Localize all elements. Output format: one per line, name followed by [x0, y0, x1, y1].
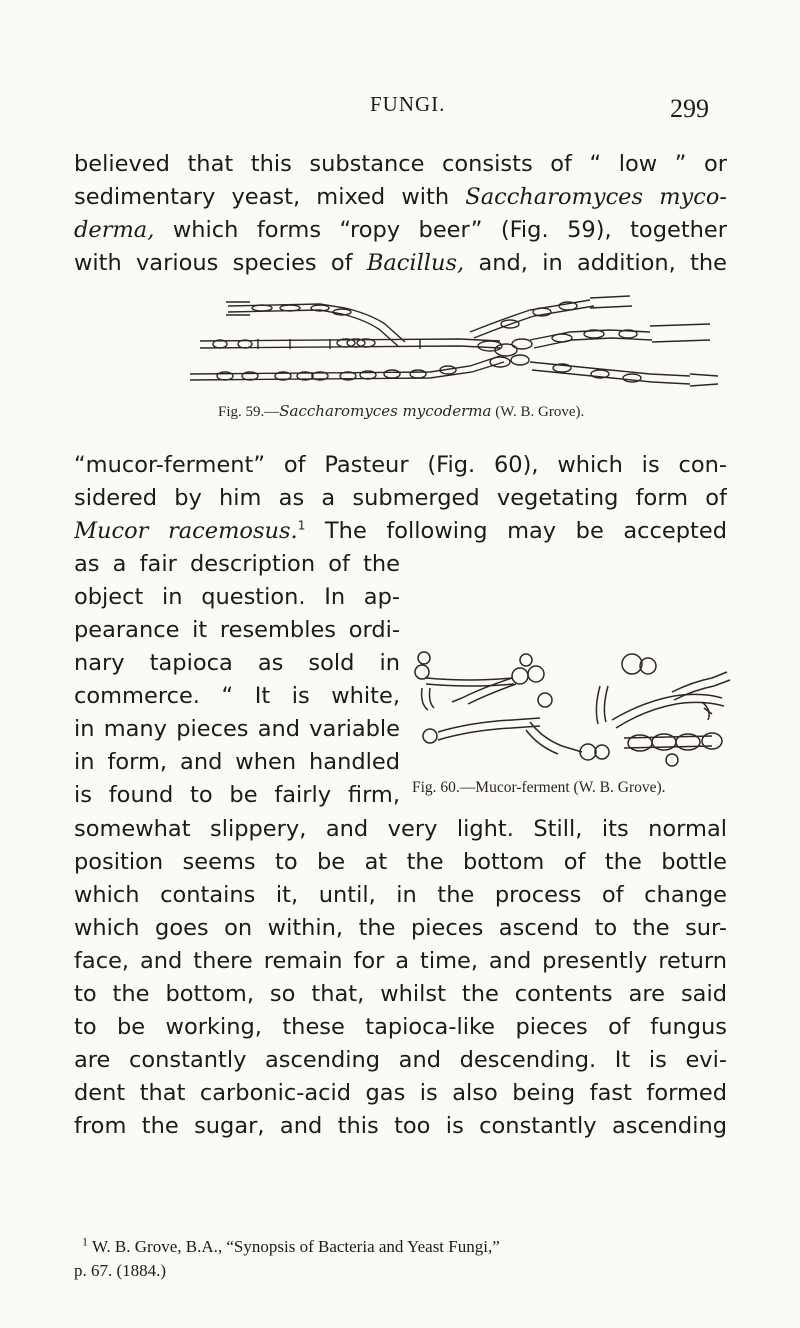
text-line: with various species of Bacillus, and, in addition, the [74, 250, 727, 276]
text-line: sedimentary yeast, mixed with Saccharomyces myco- [74, 184, 727, 210]
text-line: to be working, these tapioca-like pieces of fungus [74, 1014, 727, 1040]
page-number: 299 [670, 94, 709, 123]
text-line: position seems to be at the bottom of the bottle [74, 849, 727, 875]
footnote-line: $^1$ W. B. Grove, B.A., “Synopsis of Bacteria and Yeast Fungi,” [82, 1234, 500, 1256]
text-line: Mucor racemosus.$^1$ The following may be accepted [74, 518, 727, 544]
text-line: as a fair description of the [74, 551, 400, 577]
text-line: “mucor-ferment” of Pasteur (Fig. 60), which is con- [74, 452, 727, 478]
text-line: pearance it resembles ordi- [74, 617, 400, 643]
text-line: is found to be fairly firm, [74, 782, 400, 808]
text-line: which goes on within, the pieces ascend to the sur- [74, 915, 727, 941]
footnote-line: p. 67. (1884.) [74, 1261, 167, 1280]
figure-59-illustration [170, 284, 738, 404]
text-line: in many pieces and variable [74, 716, 400, 742]
text-line: in form, and when handled [74, 749, 400, 775]
text-line: dent that carbonic-acid gas is also being fast formed [74, 1080, 727, 1106]
page-header [0, 92, 800, 122]
text-line: nary tapioca as sold in [74, 650, 400, 676]
figure-60-illustration [412, 648, 742, 772]
text-line: to the bottom, so that, whilst the contents are said [74, 981, 727, 1007]
text-line: derma, which forms “ropy beer” (Fig. 59), together [74, 217, 727, 243]
text-line: object in question. In ap- [74, 584, 400, 610]
text-line: are constantly ascending and descending. It is evi- [74, 1047, 727, 1073]
footnote-marker: 1 [82, 1234, 88, 1249]
text-line: which contains it, until, in the process of change [74, 882, 727, 908]
text-line: somewhat slippery, and very light. Still, its normal [74, 816, 727, 842]
figure-60-caption: Fig. 60.—Mucor-ferment (W. B. Grove). [412, 779, 666, 796]
text-line: sidered by him as a submerged vegetating form of [74, 485, 727, 511]
text-line: from the sugar, and this too is constantly ascending [74, 1113, 727, 1139]
text-line: commerce. “ It is white, [74, 683, 400, 709]
figure-59-caption: Fig. 59.—Saccharomyces mycoderma (W. B. Grove). [218, 402, 585, 420]
text-line: believed that this substance consists of “ low ” or [74, 151, 727, 177]
running-title: FUNGI. [370, 92, 446, 116]
footnote [74, 1235, 734, 1283]
text-line: face, and there remain for a time, and presently return [74, 948, 727, 974]
